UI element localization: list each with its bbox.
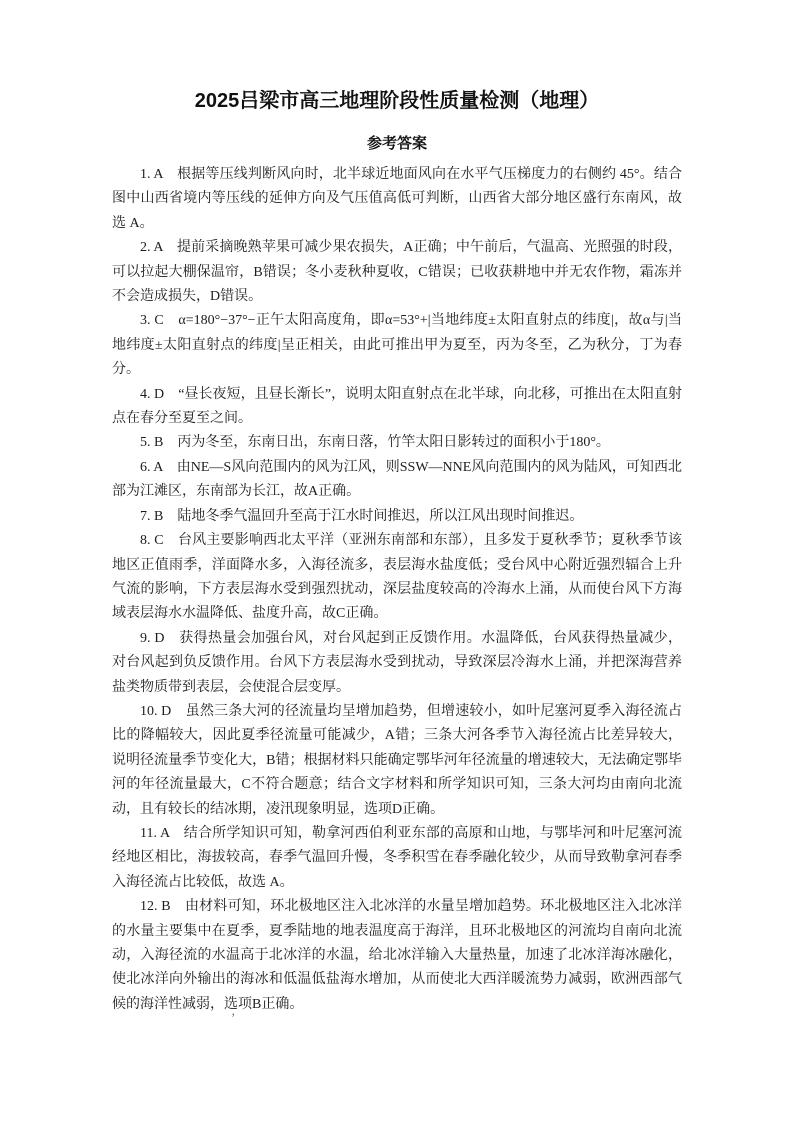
answer-paragraph-11: 11. A 结合所学知识可知，勒拿河西伯利亚东部的高原和山地，与鄂毕河和叶尼塞河流经地区相比，海拔较高，春季气温回升慢，冬季积雪在春季融化较少，从而导致勒拿河春季入海径流占比较低，故选 A。 [112, 825, 682, 890]
answer-list [112, 163, 682, 1017]
answer-key-heading: 参考答案 [366, 136, 427, 152]
answer-paragraph-10: 10. D 虽然三条大河的径流量均呈增加趋势，但增速较小，如叶尼塞河夏季入海径流占比的降幅较大，因此夏季径流量可能减少，A错；三条大河各季节入海径流占比差异较大，说明径流量季节变化大，B错；根据材料只能确定鄂毕河年径流量的增速较大，无法确定鄂毕河的年径流量最大，C不符合题意；结合文字材料和所学知识可知，三条大河均由南向北流动，且有较长的结冰期，凌汛现象明显，选项D正确。 [112, 703, 682, 817]
answer-paragraph-3: 3. C α=180°−37°−正午太阳高度角，即α=53°+|当地纬度±太阳直射点的纬度|，故α与|当地纬度±太阳直射点的纬度|呈正相关，由此可推出甲为夏至，丙为冬至，乙为秋分，丁为春分。 [112, 313, 682, 378]
answer-paragraph-6: 6. A 由NE—S风向范围内的风为江风，则SSW—NNE风向范围内的风为陆风，可知西北部为江滩区，东南部为长江，故A正确。 [112, 459, 682, 500]
answer-paragraph-7: 7. B 陆地冬季气温回升至高于江水时间推迟，所以江风出现时间推迟。 [140, 508, 584, 524]
answer-paragraph-8: 8. C 台风主要影响西北太平洋（亚洲东南部和东部），且多发于夏秋季节；夏秋季节该地区正值雨季，洋面降水多，入海径流多，表层海水盐度低；受台风中心附近强烈辐合上升气流的影响，下方表层海水受到强烈扰动，深层盐度较高的冷海水上涌，从而使台风下方海域表层海水水温降低、盐度升高，故C正确。 [112, 533, 682, 622]
stray-mark: ’ [231, 1010, 236, 1025]
answer-paragraph-9: 9. D 获得热量会加强台风，对台风起到正反馈作用。水温降低，台风获得热量减少，对台风起到负反馈作用。台风下方表层海水受到扰动，导致深层冷海水上涌，并把深海营养盐类物质带到表层，会使混合层变厚。 [112, 630, 682, 695]
answer-paragraph-12: 12. B 由材料可知，环北极地区注入北冰洋的水量呈增加趋势。环北极地区注入北冰洋的水量主要集中在夏季，夏季陆地的地表温度高于海洋，且环北极地区的河流均自南向北流动，入海径流的水温高于北冰洋的水温，给北冰洋输入大量热量，加速了北冰洋海冰融化，使北冰洋向外输出的海冰和低温低盐海水增加，从而使北大西洋暖流势力减弱，欧洲西部气候的海洋性减弱，选项B正确。 [112, 899, 682, 1012]
answer-paragraph-5: 5. B 丙为冬至，东南日出，东南日落，竹竿太阳日影转过的面积小于180°。 [140, 435, 610, 451]
document-title: 2025吕梁市高三地理阶段性质量检测（地理） [194, 90, 600, 112]
answer-paragraph-2: 2. A 提前采摘晚熟苹果可减少果农损失，A正确；中午前后，气温高、光照强的时段，可以拉起大棚保温帘，B错误；冬小麦秋种夏收，C错误；已收获耕地中并无农作物，霜冻并不会造成损失，D错误。 [112, 240, 682, 305]
answer-paragraph-1: 1. A 根据等压线判断风向时，北半球近地面风向在水平气压梯度力的右侧约 45°。结合图中山西省境内等压线的延伸方向及气压值高低可判断，山西省大部分地区盛行东南风，故选 A。 [112, 167, 682, 231]
answer-paragraph-4: 4. D “昼长夜短，且昼长渐长”，说明太阳直射点在北半球，向北移，可推出在太阳直射点在春分至夏至之间。 [112, 386, 682, 427]
